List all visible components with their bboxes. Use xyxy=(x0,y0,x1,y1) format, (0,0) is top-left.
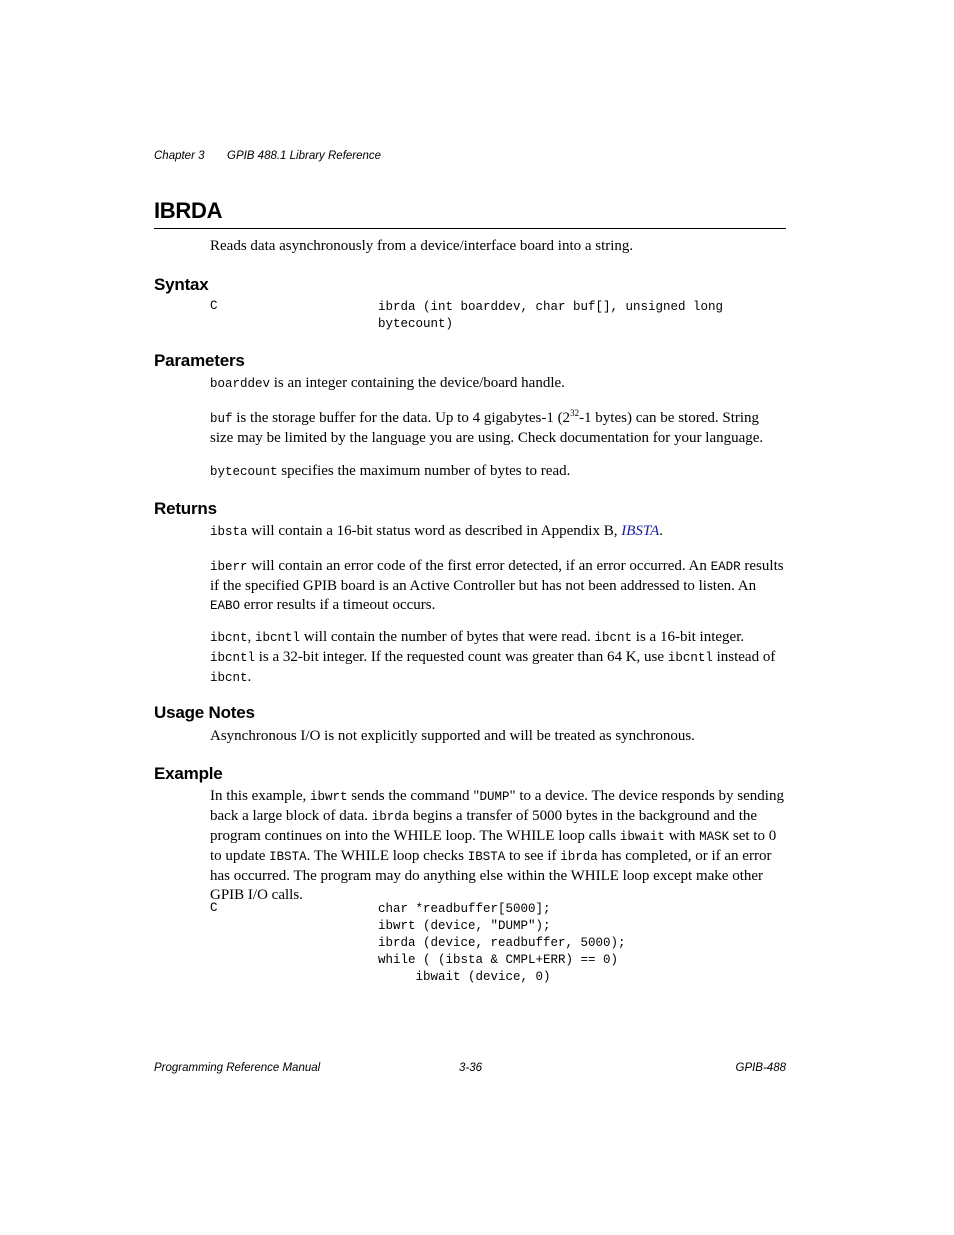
returns-heading: Returns xyxy=(154,499,217,518)
returns-text: instead of xyxy=(712,649,776,665)
syntax-heading: Syntax xyxy=(154,275,209,294)
param-text: -1 bytes) can be stored. String size may be limited by the language you are using. Check documentation for your language. xyxy=(210,410,764,446)
code-term: ibrda xyxy=(560,850,598,864)
code-term: ibcnt xyxy=(210,631,248,645)
example-code: char *readbuffer[5000]; ibwrt (device, "DUMP"); ibrda (device, readbuffer, 5000); while ( (ibsta & CMPL+ERR) == 0) ibwait (device, 0) xyxy=(378,902,626,984)
code-term: ibwait xyxy=(619,830,665,844)
returns-text: will contain the number of bytes that were read. xyxy=(300,629,595,645)
parameters-heading: Parameters xyxy=(154,351,245,370)
returns-ibsta xyxy=(210,522,786,542)
returns-text: will contain a 16-bit status word as described in Appendix B, xyxy=(247,523,622,539)
example-text: to see if xyxy=(505,848,561,864)
code-term: IBSTA xyxy=(467,850,506,864)
function-description: Reads data asynchronously from a device/interface board into a string. xyxy=(210,238,634,254)
code-term: IBSTA xyxy=(269,850,307,864)
code-term: ibsta xyxy=(210,525,248,539)
code-term: ibrda xyxy=(371,810,410,824)
syntax-code-line: bytecount) xyxy=(378,317,454,331)
code-term: ibcntl xyxy=(210,651,256,665)
returns-text: results if the specified GPIB board is an Active Controller but has not been addressed to listen. An xyxy=(210,558,784,594)
manual-title: Programming Reference Manual xyxy=(154,1062,321,1074)
syntax-language: C xyxy=(210,299,218,313)
code-term: EADR xyxy=(710,560,741,574)
param-boarddev xyxy=(210,374,786,394)
returns-text: is a 32-bit integer. If the requested count was greater than 64 K, use xyxy=(255,649,668,665)
syntax-code-line: ibrda (int boarddev, char buf[], unsigned long xyxy=(378,300,724,314)
title-rule xyxy=(154,228,786,229)
usage-notes-text: Asynchronous I/O is not explicitly supported and will be treated as synchronous. xyxy=(210,728,695,744)
param-buf xyxy=(210,409,786,448)
returns-text: . xyxy=(659,523,664,539)
example-text: has completed, or if an error has occurred. The program may do anything else within the WHILE loop except make other GPIB I/O calls. xyxy=(210,848,772,903)
param-text: specifies the maximum number of bytes to read. xyxy=(277,463,571,479)
page-number: 3-36 xyxy=(459,1062,483,1074)
param-text: is the storage buffer for the data. Up to 4 gigabytes-1 (2 xyxy=(232,410,571,426)
returns-ibcnt xyxy=(210,628,786,688)
example-heading: Example xyxy=(154,764,223,783)
code-term: ibwrt xyxy=(309,790,348,804)
param-bytecount xyxy=(210,462,786,482)
returns-text: will contain an error code of the first error detected, if an error occurred. An xyxy=(247,558,711,574)
code-term: iberr xyxy=(210,560,248,574)
example-text: . The WHILE loop checks xyxy=(306,848,468,864)
code-term: ibcntl xyxy=(667,651,713,665)
syntax-code xyxy=(378,299,723,333)
chapter-label: Chapter 3 xyxy=(154,150,205,162)
code-term: EABO xyxy=(210,599,241,613)
example-text: with xyxy=(664,828,700,844)
returns-text: error results if a timeout occurs. xyxy=(240,597,436,613)
param-name: boarddev xyxy=(210,377,271,391)
code-term: DUMP xyxy=(479,790,510,804)
example-text: " to a device. The device responds by sending back a large block of data. xyxy=(210,788,784,824)
code-term: MASK xyxy=(699,830,730,844)
example-language: C xyxy=(210,901,218,915)
returns-text: is a 16-bit integer. xyxy=(632,629,745,645)
returns-text: . xyxy=(247,669,252,685)
code-term: ibcnt xyxy=(594,631,633,645)
example-text: begins a transfer of 5000 bytes in the background and the program continues on into the WHILE loop. The WHILE loop calls xyxy=(210,808,758,844)
ibsta-link[interactable]: IBSTA xyxy=(621,523,660,539)
example-text: In this example, xyxy=(210,788,310,804)
param-name: buf xyxy=(210,412,233,426)
product-name: GPIB-488 xyxy=(735,1062,786,1074)
param-text: is an integer containing the device/board handle. xyxy=(270,375,565,391)
running-footer xyxy=(154,1062,786,1074)
code-term: ibcntl xyxy=(255,631,301,645)
page-title: IBRDA xyxy=(154,198,223,223)
example-text: sends the command " xyxy=(347,788,480,804)
code-term: ibcnt xyxy=(210,671,248,685)
usage-notes-heading: Usage Notes xyxy=(154,703,255,722)
section-label: GPIB 488.1 Library Reference xyxy=(227,150,382,162)
example-text: set to 0 to update xyxy=(210,828,777,864)
param-name: bytecount xyxy=(210,465,278,479)
exponent: 32 xyxy=(570,408,580,418)
example-description xyxy=(210,787,786,905)
running-header xyxy=(154,150,382,162)
returns-text: , xyxy=(247,629,256,645)
returns-iberr xyxy=(210,557,786,616)
